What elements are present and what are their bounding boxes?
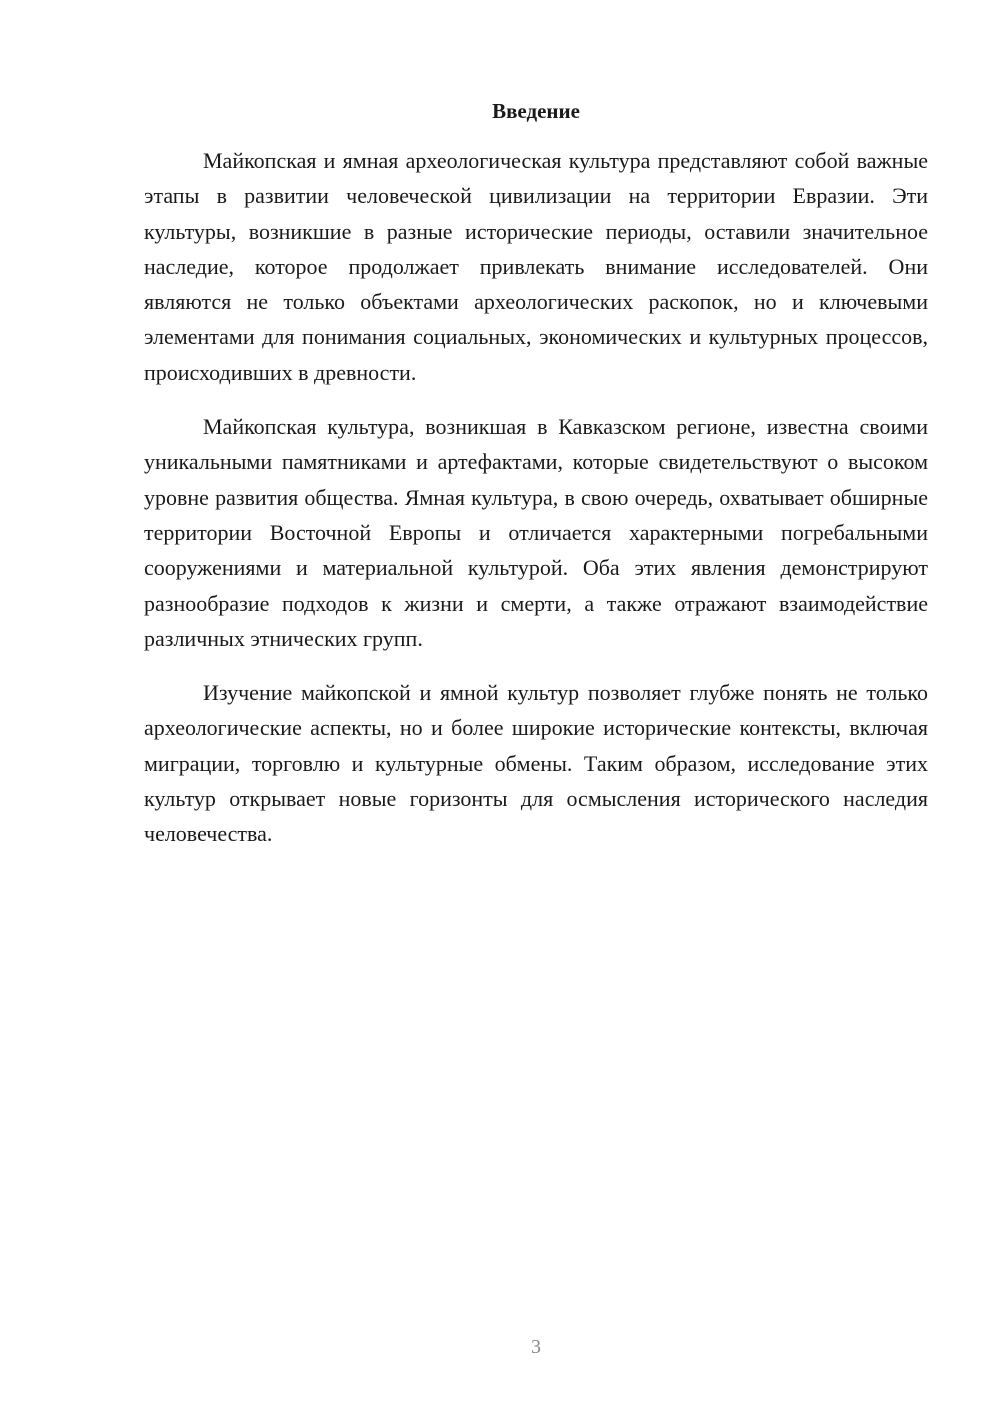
document-body (144, 143, 928, 871)
paragraph-3: Изучение майкопской и ямной культур позволяет глубже понять не только археологические аспекты, но и более широкие исторические контексты, включая миграции, торговлю и культурные обмены. Таким образом, исследование этих культур открывает новые горизонты для осмысления исторического наследия человечества. (144, 680, 928, 847)
paragraph-2: Майкопская культура, возникшая в Кавказском регионе, известна своими уникальными памятниками и артефактами, которые свидетельствуют о высоком уровне развития общества. Ямная культура, в свою очередь, охватывает обширные территории Восточной Европы и отличается характерными погребальными сооружениями и материальной культурой. Оба этих явления демонстрируют разнообразие подходов к жизни и смерти, а также отражают взаимодействие различных этнических групп. (144, 414, 928, 651)
paragraph-1: Майкопская и ямная археологическая культура представляют собой важные этапы в развитии человеческой цивилизации на территории Евразии. Эти культуры, возникшие в разные исторические периоды, оставили значительное наследие, которое продолжает привлекать внимание исследователей. Они являются не только объектами археологических раскопок, но и ключевыми элементами для понимания социальных, экономических и культурных процессов, происходивших в древности. (144, 148, 928, 385)
page-number: 3 (531, 1336, 541, 1358)
page-title: Введение (492, 99, 580, 123)
